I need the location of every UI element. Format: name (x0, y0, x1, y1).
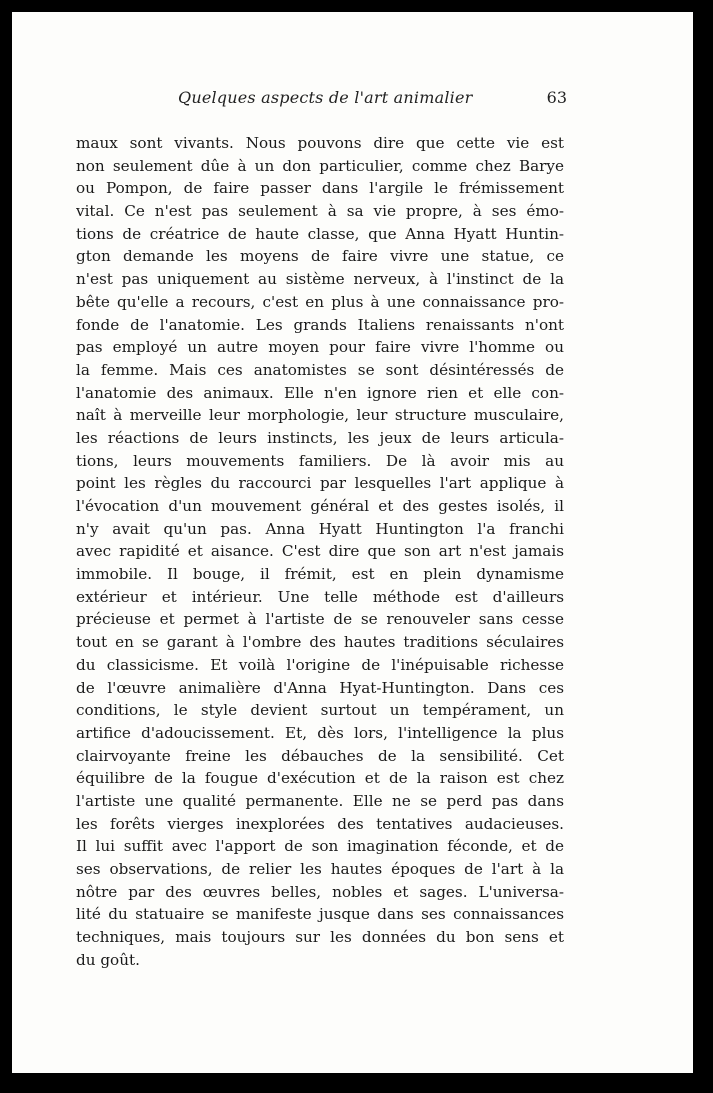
text-line: précieuse et permet à l'artiste de se renouveler sans cesse (76, 610, 564, 629)
text-line: maux sont vivants. Nous pouvons dire que cette vie est (76, 134, 564, 152)
text-line: du classicisme. Et voilà l'origine de l'inépuisable richesse (76, 655, 564, 674)
text-line: n'est pas uniquement au sistème nerveux, à l'instinct de la (76, 270, 564, 289)
text-line: non seulement dûe à un don particulier, comme chez Barye (76, 156, 564, 175)
text-line: les réactions de leurs instincts, les jeux de leurs articula- (76, 428, 564, 447)
text-line: conditions, le style devient surtout un tempérament, un (76, 701, 564, 720)
text-line: immobile. Il bouge, il frémit, est en plein dynamisme (76, 565, 564, 584)
text-line: lité du statuaire se manifeste jusque dans ses connaissances (76, 905, 564, 924)
running-head (78, 88, 567, 114)
text-line: Il lui suffit avec l'apport de son imagination féconde, et de (76, 837, 564, 856)
page-number: 63 (546, 88, 567, 107)
book-page (12, 12, 693, 1073)
text-line: ou Pompon, de faire passer dans l'argile le frémissement (76, 179, 564, 198)
text-line: point les règles du raccourci par lesquelles l'art applique à (76, 474, 564, 493)
text-line: du goût. (76, 950, 140, 969)
text-line: bête qu'elle a recours, c'est en plus à une connaissance pro- (76, 292, 564, 311)
text-line: naît à merveille leur morphologie, leur structure musculaire, (76, 406, 564, 425)
text-line: pas employé un autre moyen pour faire vivre l'homme ou (76, 338, 564, 357)
text-line: techniques, mais toujours sur les données du bon sens et (76, 928, 564, 947)
text-line: clairvoyante freine les débauches de la sensibilité. Cet (76, 746, 564, 765)
text-line: la femme. Mais ces anatomistes se sont désintéressés de (76, 360, 564, 379)
text-line: n'y avait qu'un pas. Anna Hyatt Huntington l'a franchi (76, 519, 564, 538)
text-line: extérieur et intérieur. Une telle méthode est d'ailleurs (76, 587, 564, 606)
text-line: fonde de l'anatomie. Les grands Italiens renaissants n'ont (76, 315, 564, 334)
text-line: l'anatomie des animaux. Elle n'en ignore rien et elle con- (76, 383, 564, 402)
text-line: l'artiste une qualité permanente. Elle ne se perd pas dans (76, 791, 564, 810)
text-line: tions de créatrice de haute classe, que Anna Hyatt Huntin- (76, 224, 564, 243)
text-line: l'évocation d'un mouvement général et des gestes isolés, il (76, 497, 564, 515)
text-line: vital. Ce n'est pas seulement à sa vie propre, à ses émo- (76, 202, 564, 221)
body-text (76, 132, 564, 971)
text-line: les forêts vierges inexplorées des tentatives audacieuses. (76, 814, 564, 833)
text-line: gton demande les moyens de faire vivre une statue, ce (76, 247, 564, 266)
text-line: avec rapidité et aisance. C'est dire que son art n'est jamais (76, 542, 564, 561)
text-line: ses observations, de relier les hautes époques de l'art à la (76, 860, 564, 878)
text-line: de l'œuvre animalière d'Anna Hyat-Huntington. Dans ces (76, 678, 564, 697)
text-line: tout en se garant à l'ombre des hautes traditions séculaires (76, 633, 564, 652)
text-line: équilibre de la fougue d'exécution et de la raison est chez (76, 769, 564, 788)
running-title: Quelques aspects de l'art animalier (178, 88, 473, 107)
text-line: tions, leurs mouvements familiers. De là avoir mis au (76, 451, 564, 470)
text-line: nôtre par des œuvres belles, nobles et sages. L'universa- (76, 882, 564, 901)
text-line: artifice d'adoucissement. Et, dès lors, l'intelligence la plus (76, 723, 564, 742)
